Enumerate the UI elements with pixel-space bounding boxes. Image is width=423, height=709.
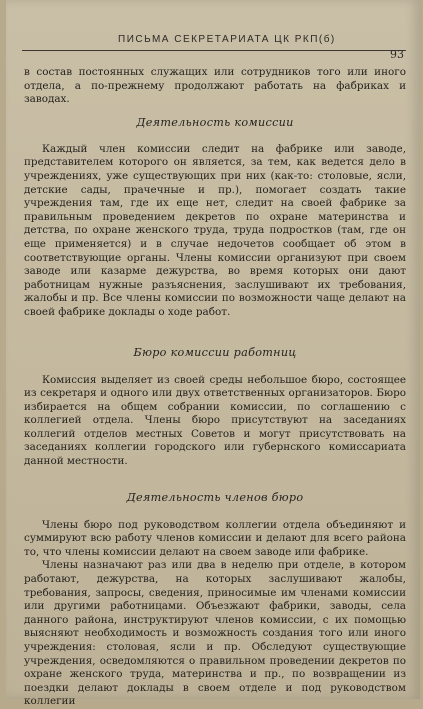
section-paragraph-bureau-members-1: Члены бюро под руководством коллегии отдела объединяют и суммируют всю работу членов комиссии и делают для всего района то, что члены комиссии делают на своем заводе или фабрике. [24, 518, 406, 558]
intro-paragraph: в состав постоянных служащих или сотрудников того или иного отдела, а по-прежнему продолжают работать на фабриках и заводах. [24, 66, 406, 106]
section-paragraph-bureau: Комиссия выделяет из своей среды небольшое бюро, состоящее из секретаря и одного или двух ответственных организаторов. Бюро избирается на общем собрании комиссии, по соглашению с коллегией отдела. Члены бюро присутствуют на заседаниях коллегий отделов местных Советов и могут присутствовать на заседаниях коллегии городского или губернского комиссариата данной местности. [24, 373, 406, 468]
page-body [24, 66, 406, 709]
section-heading-bureau: Бюро комиссии работниц [133, 345, 297, 359]
book-page [6, 0, 420, 708]
section-heading-bureau-members: Деятельность членов бюро [126, 490, 304, 504]
section-heading-commission-activity: Деятельность комиссии [136, 115, 294, 129]
running-head-title: ПИСЬМА СЕКРЕТАРИАТА ЦК РКП(б) [118, 34, 336, 45]
section-paragraph-commission-activity: Каждый член комиссии следит на фабрике или заводе, представителем которого он является, за тем, как ведется дело в учреждениях, уже существующих при них (как-то: столовые, ясли, детские сады, прачечные и пр.), помогает создать такие учреждения там, где их еще нет, следит на своей фабрике за правильным проведением декретов по охране материнства и детства, по охране женского труда, труда подростков (там, где он еще применяется) и в случае недочетов сообщает об этом в соответствующие органы. Члены комиссии организуют при своем заводе или казарме дежурства, во время которых они дают работницам нужные разъяснения, заслушивают их требования, жалобы и пр. Все члены комиссии по возможности чаще делают на своей фабрике доклады о ходе работ. [24, 142, 406, 318]
page-number: 93 [390, 48, 404, 61]
section-paragraph-bureau-members-2: Члены назначают раз или два в неделю при отделе, в котором работают, дежурства, на которых заслушивают жалобы, требования, запросы, сведения, приносимые им членами комиссии или другими работницами. Объезжают фабрики, заводы, села данного района, инструктируют членов комиссии, с их помощью выясняют необходимость и возможность создания того или иного учреждения: столовая, ясли и пр. Обследуют существующие учреждения, осведомляются о правильном проведении декретов по охране женского труда, материнства и пр., по возвращении из поездки делают доклады в своем отделе и под руководством коллегии [24, 559, 406, 708]
running-head [22, 34, 406, 61]
